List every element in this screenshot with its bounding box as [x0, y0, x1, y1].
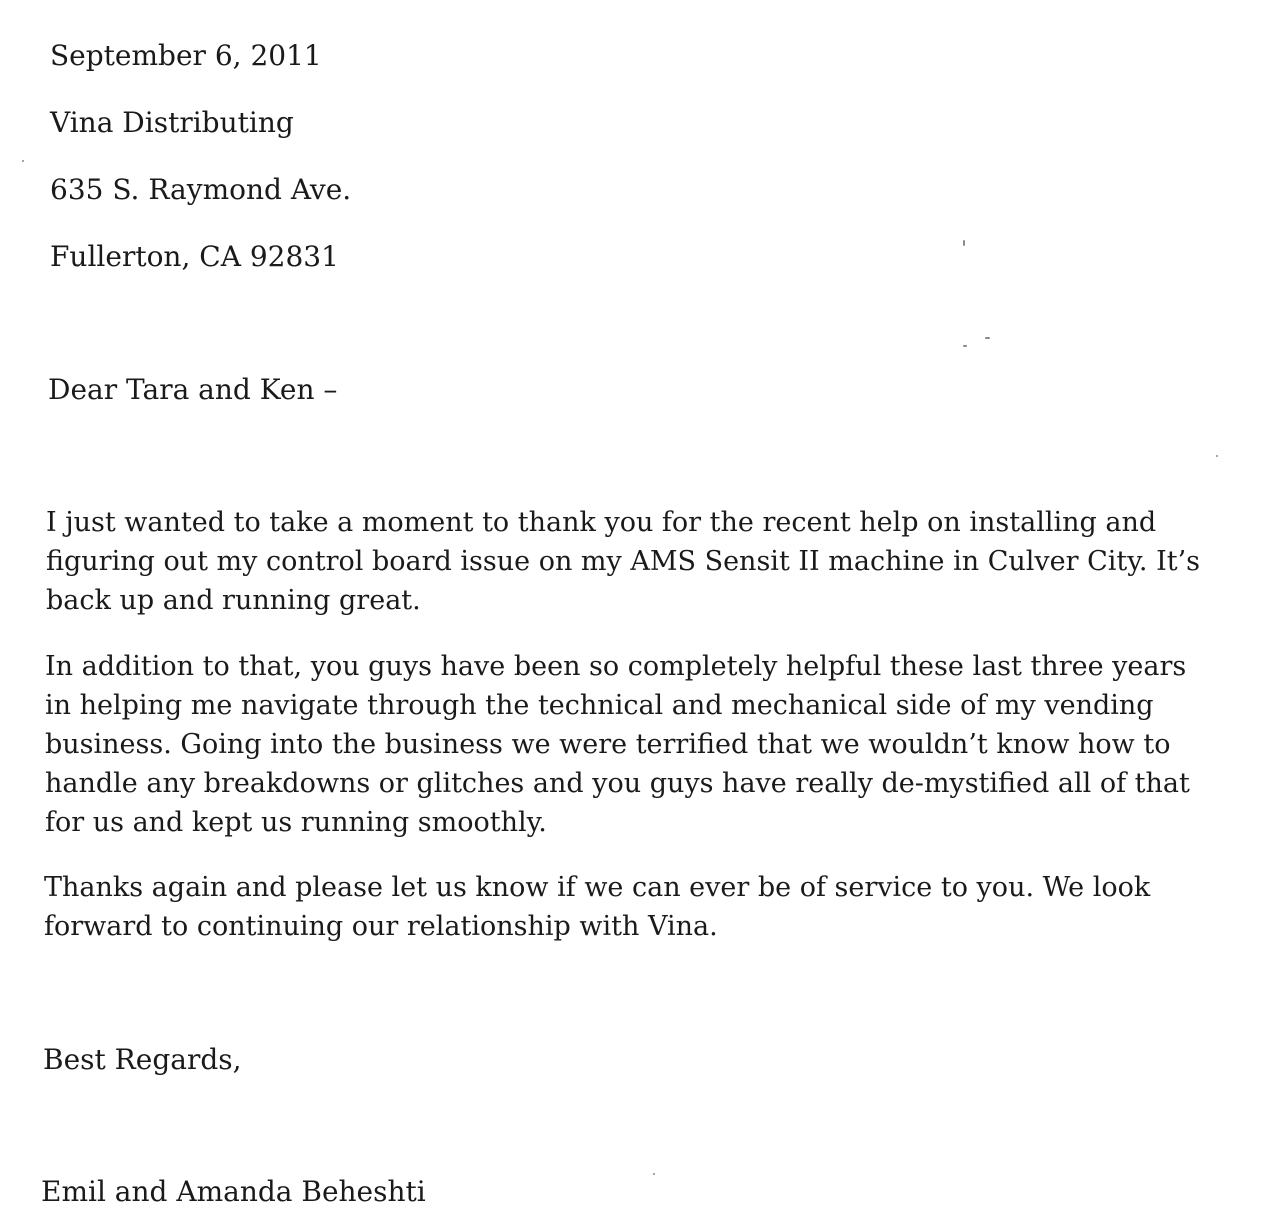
recipient-city-state-zip: Fullerton, CA 92831	[50, 240, 339, 273]
paragraph-line: In addition to that, you guys have been so completely helpful these last three years	[45, 651, 1187, 682]
paragraph-line: forward to continuing our relationship with Vina.	[44, 911, 718, 942]
scan-speck	[963, 240, 965, 246]
body-paragraph-1	[46, 503, 1200, 620]
body-paragraph-2	[45, 647, 1190, 842]
scan-speck	[653, 1173, 655, 1175]
recipient-company: Vina Distributing	[50, 106, 294, 139]
salutation: Dear Tara and Ken –	[48, 373, 338, 406]
scan-speck	[963, 345, 967, 347]
signature-name: Emil and Amanda Beheshti	[41, 1175, 426, 1208]
scan-speck	[1216, 455, 1218, 457]
paragraph-line: figuring out my control board issue on my AMS Sensit II machine in Culver City. It’s	[46, 546, 1201, 577]
paragraph-line: for us and kept us running smoothly.	[45, 807, 547, 838]
paragraph-line: back up and running great.	[46, 585, 421, 616]
paragraph-line: in helping me navigate through the technical and mechanical side of my vending	[45, 690, 1154, 721]
scan-speck	[985, 337, 990, 339]
paragraph-line: I just wanted to take a moment to thank you for the recent help on installing and	[46, 507, 1157, 538]
recipient-street: 635 S. Raymond Ave.	[50, 173, 352, 206]
scan-speck	[22, 160, 24, 162]
closing: Best Regards,	[43, 1043, 242, 1076]
paragraph-line: handle any breakdowns or glitches and you guys have really de-mystified all of that	[45, 768, 1190, 799]
letter-date: September 6, 2011	[50, 39, 322, 72]
paragraph-line: Thanks again and please let us know if we can ever be of service to you. We look	[44, 872, 1151, 903]
paragraph-line: business. Going into the business we were terrified that we wouldn’t know how to	[45, 729, 1171, 760]
body-paragraph-3	[44, 868, 1150, 946]
